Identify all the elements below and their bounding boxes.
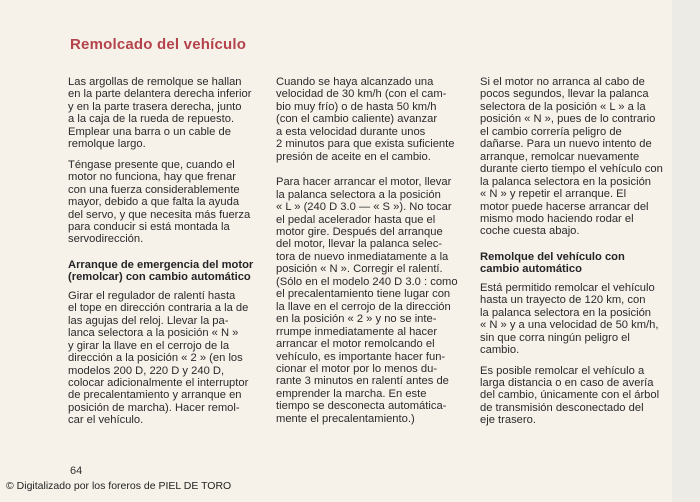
column-3 <box>480 76 675 435</box>
column-2 <box>276 76 476 433</box>
paragraph-emergency-start-steps: Girar el regulador de ralentí hasta el tope en dirección contraria a la de las agujas del reloj. Llevar la pa- lanca selectora a la posición « N » y girar la llave en el cerrojo de la dirección a la posición « 2 » (en los modelos 200 D, 220 D y 240 D, colocar adicionalmente el interruptor de precalentamiento y arranque en posición de marcha). Hacer remol- car el vehículo. <box>68 289 249 427</box>
footer-credit: © Digitalizado por los foreros de PIEL DE TORO <box>6 480 232 492</box>
paragraph-retry-start: Si el motor no arranca al cabo de pocos segundos, llevar la palanca selectora de la posición « L » a la posición « N », pues de lo contrario el cambio correría peligro de dañarse. Para un nuevo intento de arranque, remolcar nuevamente durante cierto tiempo el vehículo con la palanca selectora en la posición « N » y repetir el arranque. El motor puede hacerse arrancar del mismo modo haciendo rodar el coche cuesta abajo. <box>480 76 663 238</box>
heading-towing-automatic: Remolque del vehículo con cambio automático <box>480 250 625 276</box>
page-title: Remolcado del vehículo <box>70 36 247 53</box>
page-edge-shade <box>672 0 700 502</box>
page-number: 64 <box>70 465 83 477</box>
heading-emergency-start: Arranque de emergencia del motor (remolcar) con cambio automático <box>68 258 254 284</box>
paragraph-speed: Cuando se haya alcanzado una velocidad de 30 km/h (con el cam- bio muy frío) o de hasta 50 km/h (con el cambio caliente) avanzar a esta velocidad durante unos 2 minutos para que exista suficiente presión de aceite en el cambio. <box>276 76 455 163</box>
paragraph-braking-note: Téngase presente que, cuando el motor no funciona, hay que frenar con una fuerza considerablemente mayor, debido a que falta la ayuda del servo, y que necesita más fuerza para conducir si está montada la servodirección. <box>68 158 251 246</box>
paragraph-towing-limits: Está permitido remolcar el vehículo hasta un trayecto de 120 km, con la palanca selectora en la posición « N » y a una velocidad de 50 km/h, sin que corra ningún peligro el cambio. <box>480 281 659 357</box>
paragraph-start-motor: Para hacer arrancar el motor, llevar la palanca selectora a la posición « L » (240 D 3.0 — « S »). No tocar el pedal acelerador hasta que el motor gire. Después del arranque del motor, llevar la palanca selec- tora de nuevo inmediatamente a la posición « N ». Corregir el ralentí. (Sólo en el modelo 240 D 3.0 : como el precalentamiento tiene lugar con la llave en el cerrojo de la dirección en la posición « 2 » y no se inte- rrumpe inmediatamente al hacer arrancar el motor remolcando el vehículo, es importante hacer fun- cionar el motor por lo menos du- rante 3 minutos en ralentí antes de emprender la marcha. En este tiempo se desconecta automática- mente el precalentamiento.) <box>276 176 458 425</box>
paragraph-towing-rings: Las argollas de remolque se hallan en la parte delantera derecha inferior y en la parte trasera derecha, junto a la caja de la rueda de repuesto. Emplear una barra o un cable de remolque largo. <box>68 76 252 151</box>
paragraph-long-distance: Es posible remolcar el vehículo a larga distancia o en caso de avería del cambio, únicamente con el árbol de transmisión desconectado del eje trasero. <box>480 364 660 427</box>
column-1 <box>68 76 273 435</box>
